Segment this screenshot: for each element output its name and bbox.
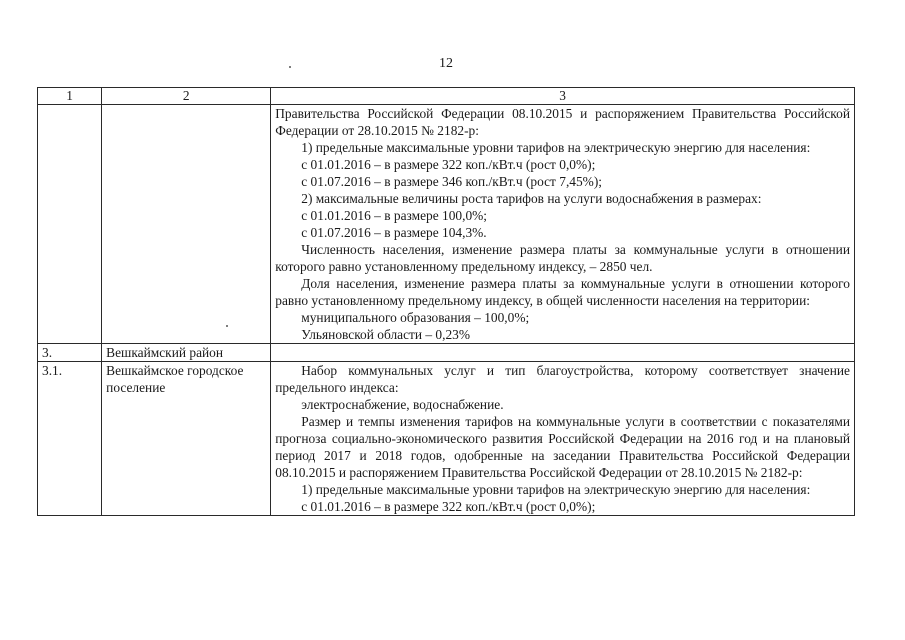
paragraph: 2) максимальные величины роста тарифов на услуги водоснабжения в размерах: [301, 191, 762, 206]
header-col-1: 1 [38, 88, 102, 105]
tariff-table [37, 87, 855, 516]
paragraph: Численность населения, изменение размера платы за коммунальные услуги в отношении которого равно установленному предельному индексу, – 2850 чел. [275, 242, 850, 274]
cell-num: 3.1. [38, 362, 102, 516]
table-row-continuation [38, 105, 855, 344]
paragraph: Правительства Российской Федерации 08.10.2015 и распоряжением Правительства Российской Федерации от 28.10.2015 № 2182-р: [275, 106, 850, 138]
paragraph: с 01.01.2016 – в размере 322 коп./кВт.ч (рост 0,0%); [301, 499, 596, 514]
table-header-row [38, 88, 855, 105]
header-col-2: 2 [102, 88, 271, 105]
table-row-settlement [38, 362, 855, 516]
paragraph: Доля населения, изменение размера платы за коммунальные услуги в отношении которого равно установленному предельному индексу, в общей численности населения на территории: [275, 276, 850, 308]
paragraph: с 01.07.2016 – в размере 104,3%. [301, 225, 487, 240]
cell-num [38, 105, 102, 344]
cell-name [102, 105, 271, 344]
paragraph: 1) предельные максимальные уровни тарифов на электрическую энергию для населения: [301, 482, 811, 497]
cell-description [271, 344, 855, 362]
paragraph: муниципального образования – 100,0%; [301, 310, 530, 325]
paragraph: электроснабжение, водоснабжение. [301, 397, 504, 412]
page-number: 12 [439, 56, 453, 71]
table-row-district [38, 344, 855, 362]
paragraph: с 01.01.2016 – в размере 322 коп./кВт.ч (рост 0,0%); [301, 157, 596, 172]
paragraph: Ульяновской области – 0,23% [301, 327, 471, 342]
cell-num: 3. [38, 344, 102, 362]
paragraph: Размер и темпы изменения тарифов на коммунальные услуги в соответствии с показателями прогноза социально-экономического развития Российской Федерации на 2016 год и на плановый период 2017 и 2018 годов, одобренные на заседании Правительства Российской Федерации 08.10.2015 и распоряжением Правительства Российской Федерации от 28.10.2015 № 2182-р: [275, 414, 850, 480]
cell-description [271, 105, 855, 344]
cell-name: Вешкаймское городское поселение [102, 362, 271, 516]
cell-description [271, 362, 855, 516]
scan-speck [226, 325, 228, 327]
cell-name: Вешкаймский район [102, 344, 271, 362]
header-col-3: 3 [271, 88, 855, 105]
paragraph: Набор коммунальных услуг и тип благоустройства, которому соответствует значение предельного индекса: [275, 363, 850, 395]
scan-speck [289, 66, 291, 68]
paragraph: с 01.07.2016 – в размере 346 коп./кВт.ч (рост 7,45%); [301, 174, 603, 189]
paragraph: с 01.01.2016 – в размере 100,0%; [301, 208, 488, 223]
paragraph: 1) предельные максимальные уровни тарифов на электрическую энергию для населения: [301, 140, 811, 155]
